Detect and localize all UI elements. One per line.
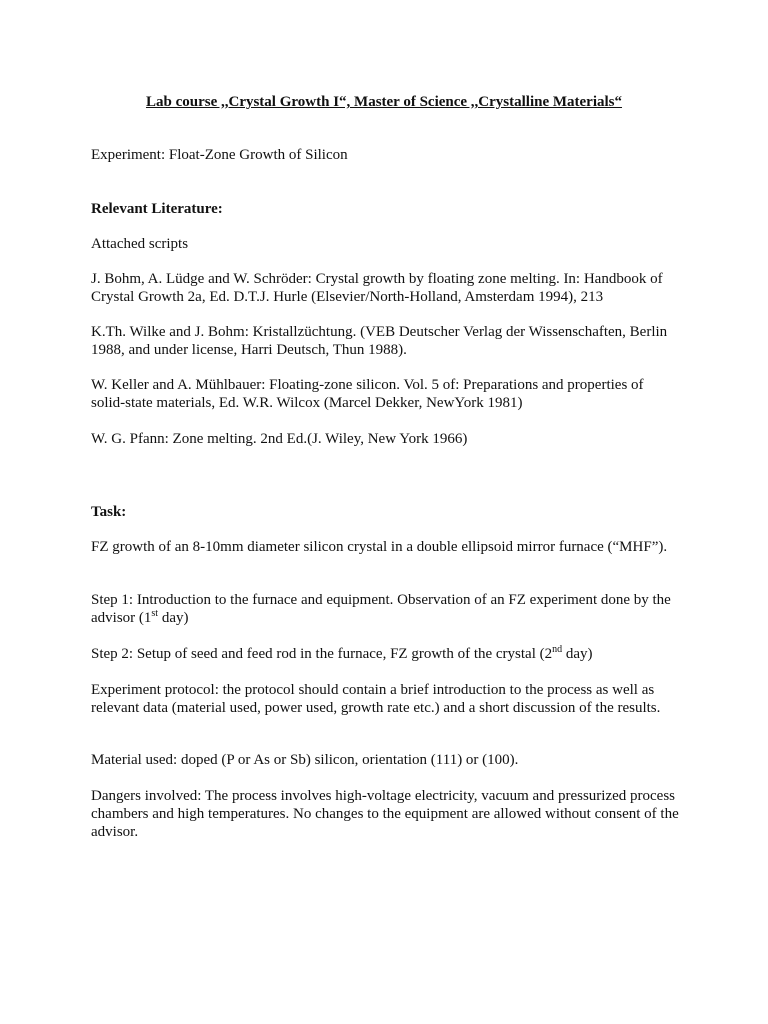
protocol-paragraph: Experiment protocol: the protocol should contain a brief introduction to the process as well as relevant data (material used, power used, growth rate etc.) and a short discussion of the results. bbox=[91, 682, 661, 716]
dangers-paragraph: Dangers involved: The process involves high-voltage electricity, vacuum and pressurized process chambers and high temperatures. No changes to the equipment are allowed without consent of the advisor. bbox=[91, 788, 679, 840]
literature-heading: Relevant Literature: bbox=[91, 201, 223, 217]
literature-item: W. G. Pfann: Zone melting. 2nd Ed.(J. Wiley, New York 1966) bbox=[91, 431, 468, 447]
task-step-1 bbox=[91, 591, 681, 627]
step-2-text: Step 2: Setup of seed and feed rod in the furnace, FZ growth of the crystal (2 bbox=[91, 646, 553, 662]
document-title: Lab course ,,Crystal Growth I“, Master of Science ,,Crystalline Materials“ bbox=[145, 94, 623, 110]
task-heading: Task: bbox=[91, 504, 127, 520]
literature-item: W. Keller and A. Mühlbauer: Floating-zone silicon. Vol. 5 of: Preparations and properties of solid-state materials, Ed. W.R. Wilcox (Marcel Dekker, NewYork 1981) bbox=[91, 377, 644, 411]
literature-item: K.Th. Wilke and J. Bohm: Kristallzüchtung. (VEB Deutscher Verlag der Wissenschaften, Berlin 1988, and under license, Harri Deutsch, Thun 1988). bbox=[91, 324, 668, 358]
task-intro: FZ growth of an 8-10mm diameter silicon crystal in a double ellipsoid mirror furnace (“MHF”). bbox=[91, 539, 668, 555]
task-step-2 bbox=[91, 645, 681, 663]
literature-item: Attached scripts bbox=[91, 236, 189, 252]
literature-item: J. Bohm, A. Lüdge and W. Schröder: Crystal growth by floating zone melting. In: Handbook of Crystal Growth 2a, Ed. D.T.J. Hurle (Elsevier/North-Holland, Amsterdam 1994), 213 bbox=[91, 271, 663, 305]
step-1-text-end: day) bbox=[158, 610, 189, 626]
material-paragraph: Material used: doped (P or As or Sb) silicon, orientation (111) or (100). bbox=[91, 752, 519, 768]
step-1-superscript: st bbox=[151, 608, 159, 619]
step-2-superscript: nd bbox=[552, 644, 563, 655]
experiment-line: Experiment: Float-Zone Growth of Silicon bbox=[91, 147, 348, 163]
step-2-text-end: day) bbox=[562, 646, 593, 662]
step-1-text: Step 1: Introduction to the furnace and equipment. Observation of an FZ experiment done by the advisor (1 bbox=[91, 592, 671, 626]
